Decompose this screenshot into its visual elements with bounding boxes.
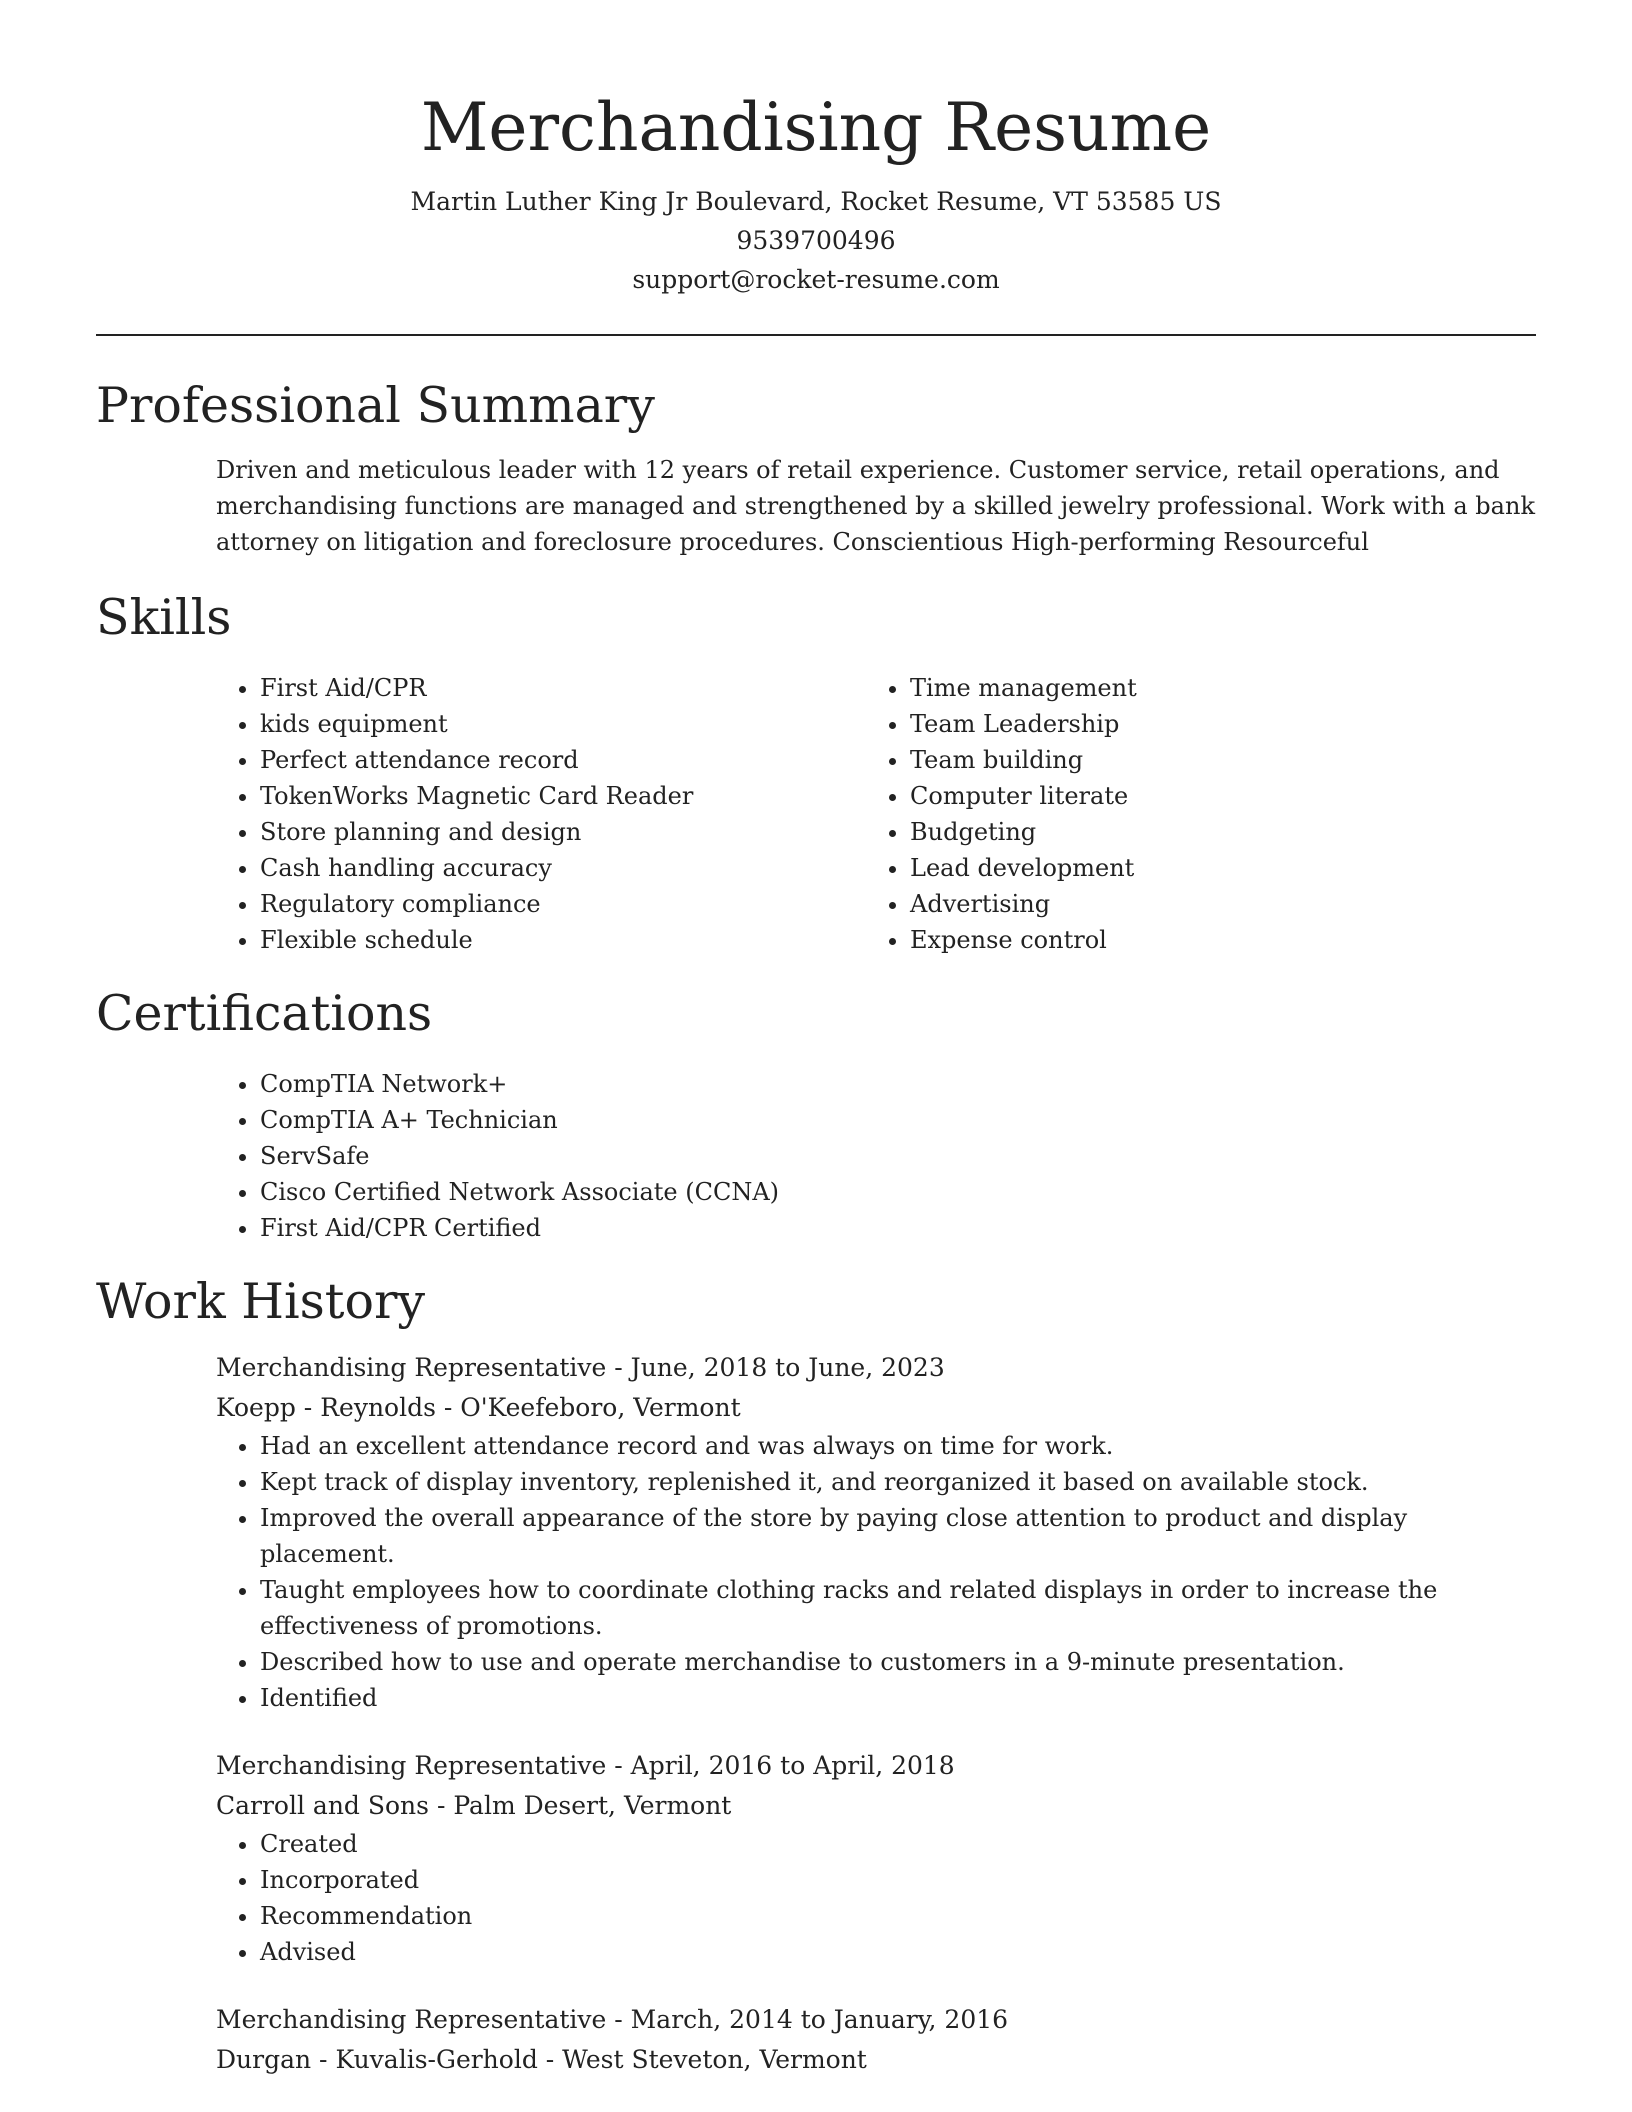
- skill-item: • First Aid/CPR: [260, 670, 866, 706]
- job-employer-line: [216, 1388, 1536, 1428]
- job-entry: [216, 2000, 1536, 2080]
- job-dates: - June, 2018 to June, 2023: [606, 1353, 945, 1382]
- job-title: Merchandising Representative: [216, 1751, 607, 1780]
- skills-column-left: [216, 670, 866, 958]
- job-dates: - March, 2014 to January, 2016: [606, 2005, 1009, 2034]
- skill-item: • Regulatory compliance: [260, 886, 866, 922]
- job-bullet: • Had an excellent attendance record and was always on time for work.: [260, 1428, 1536, 1464]
- skill-item: • TokenWorks Magnetic Card Reader: [260, 778, 866, 814]
- skill-item: • Lead development: [910, 850, 1516, 886]
- certification-item: • Cisco Certified Network Associate (CCNA): [260, 1174, 1536, 1210]
- job-bullet: • Identified: [260, 1680, 1536, 1716]
- job-employer: Koepp - Reynolds: [216, 1393, 436, 1422]
- contact-address: Martin Luther King Jr Boulevard, Rocket Resume, VT 53585 US: [410, 187, 1222, 216]
- job-bullet: • Created: [260, 1826, 1536, 1862]
- skill-item: • Cash handling accuracy: [260, 850, 866, 886]
- skill-item: • Budgeting: [910, 814, 1516, 850]
- job-title-line: [216, 1348, 1536, 1388]
- skill-item: • Team building: [910, 742, 1516, 778]
- job-bullet: • Taught employees how to coordinate clothing racks and related displays in order to increase the effectiveness of promotions.: [260, 1572, 1536, 1644]
- job-employer: Carroll and Sons: [216, 1791, 429, 1820]
- certification-item: • CompTIA Network+: [260, 1066, 1536, 1102]
- job-bullets: [216, 1826, 1536, 1970]
- resume-page: [96, 0, 1536, 2080]
- resume-header: [96, 0, 1536, 299]
- certification-item: • First Aid/CPR Certified: [260, 1210, 1536, 1246]
- skills-heading: Skills: [96, 589, 232, 646]
- job-location: - Palm Desert, Vermont: [429, 1791, 732, 1820]
- job-bullet: • Advised: [260, 1934, 1536, 1970]
- skill-item: • Expense control: [910, 922, 1516, 958]
- summary-heading: Professional Summary: [96, 377, 655, 434]
- job-title: Merchandising Representative: [216, 1353, 607, 1382]
- skill-item: • Team Leadership: [910, 706, 1516, 742]
- certifications-heading: Certifications: [96, 985, 433, 1042]
- job-bullet: • Recommendation: [260, 1898, 1536, 1934]
- work-history-heading: Work History: [96, 1273, 426, 1330]
- job-title-line: [216, 1746, 1536, 1786]
- contact-email: support@rocket-resume.com: [632, 265, 1000, 294]
- skills-grid: [216, 670, 1536, 958]
- header-divider: [96, 334, 1536, 336]
- skill-item: • Perfect attendance record: [260, 742, 866, 778]
- certification-item: • ServSafe: [260, 1138, 1536, 1174]
- job-entry: [216, 1348, 1536, 1716]
- skills-column-right: [866, 670, 1516, 958]
- skill-item: • Store planning and design: [260, 814, 866, 850]
- job-employer-line: [216, 1786, 1536, 1826]
- skill-item: • Flexible schedule: [260, 922, 866, 958]
- summary-text: Driven and meticulous leader with 12 years of retail experience. Customer service, retail operations, and merchandising functions are managed and strengthened by a skilled jewelry professional. Work with a bank attorney on litigation and foreclosure procedures. Conscientious High-performing Resourceful: [216, 456, 1535, 556]
- job-employer: Durgan - Kuvalis-Gerhold: [216, 2045, 538, 2074]
- skill-item: • Time management: [910, 670, 1516, 706]
- job-location: - West Steveton, Vermont: [537, 2045, 867, 2074]
- job-bullet: • Kept track of display inventory, replenished it, and reorganized it based on available stock.: [260, 1464, 1536, 1500]
- job-bullets: [216, 1428, 1536, 1716]
- job-bullet: • Improved the overall appearance of the store by paying close attention to product and display placement.: [260, 1500, 1536, 1572]
- contact-phone: 9539700496: [736, 226, 896, 255]
- skill-item: • kids equipment: [260, 706, 866, 742]
- job-dates: - April, 2016 to April, 2018: [606, 1751, 955, 1780]
- certifications-list: [216, 1066, 1536, 1246]
- resume-title: Merchandising Resume: [420, 89, 1212, 166]
- skill-item: • Advertising: [910, 886, 1516, 922]
- job-bullet: • Incorporated: [260, 1862, 1536, 1898]
- job-entry: [216, 1746, 1536, 1970]
- job-bullet: • Described how to use and operate merchandise to customers in a 9-minute presentation.: [260, 1644, 1536, 1680]
- skill-item: • Computer literate: [910, 778, 1516, 814]
- certification-item: • CompTIA A+ Technician: [260, 1102, 1536, 1138]
- job-title: Merchandising Representative: [216, 2005, 607, 2034]
- job-employer-line: [216, 2040, 1536, 2080]
- job-title-line: [216, 2000, 1536, 2040]
- job-location: - O'Keefeboro, Vermont: [435, 1393, 741, 1422]
